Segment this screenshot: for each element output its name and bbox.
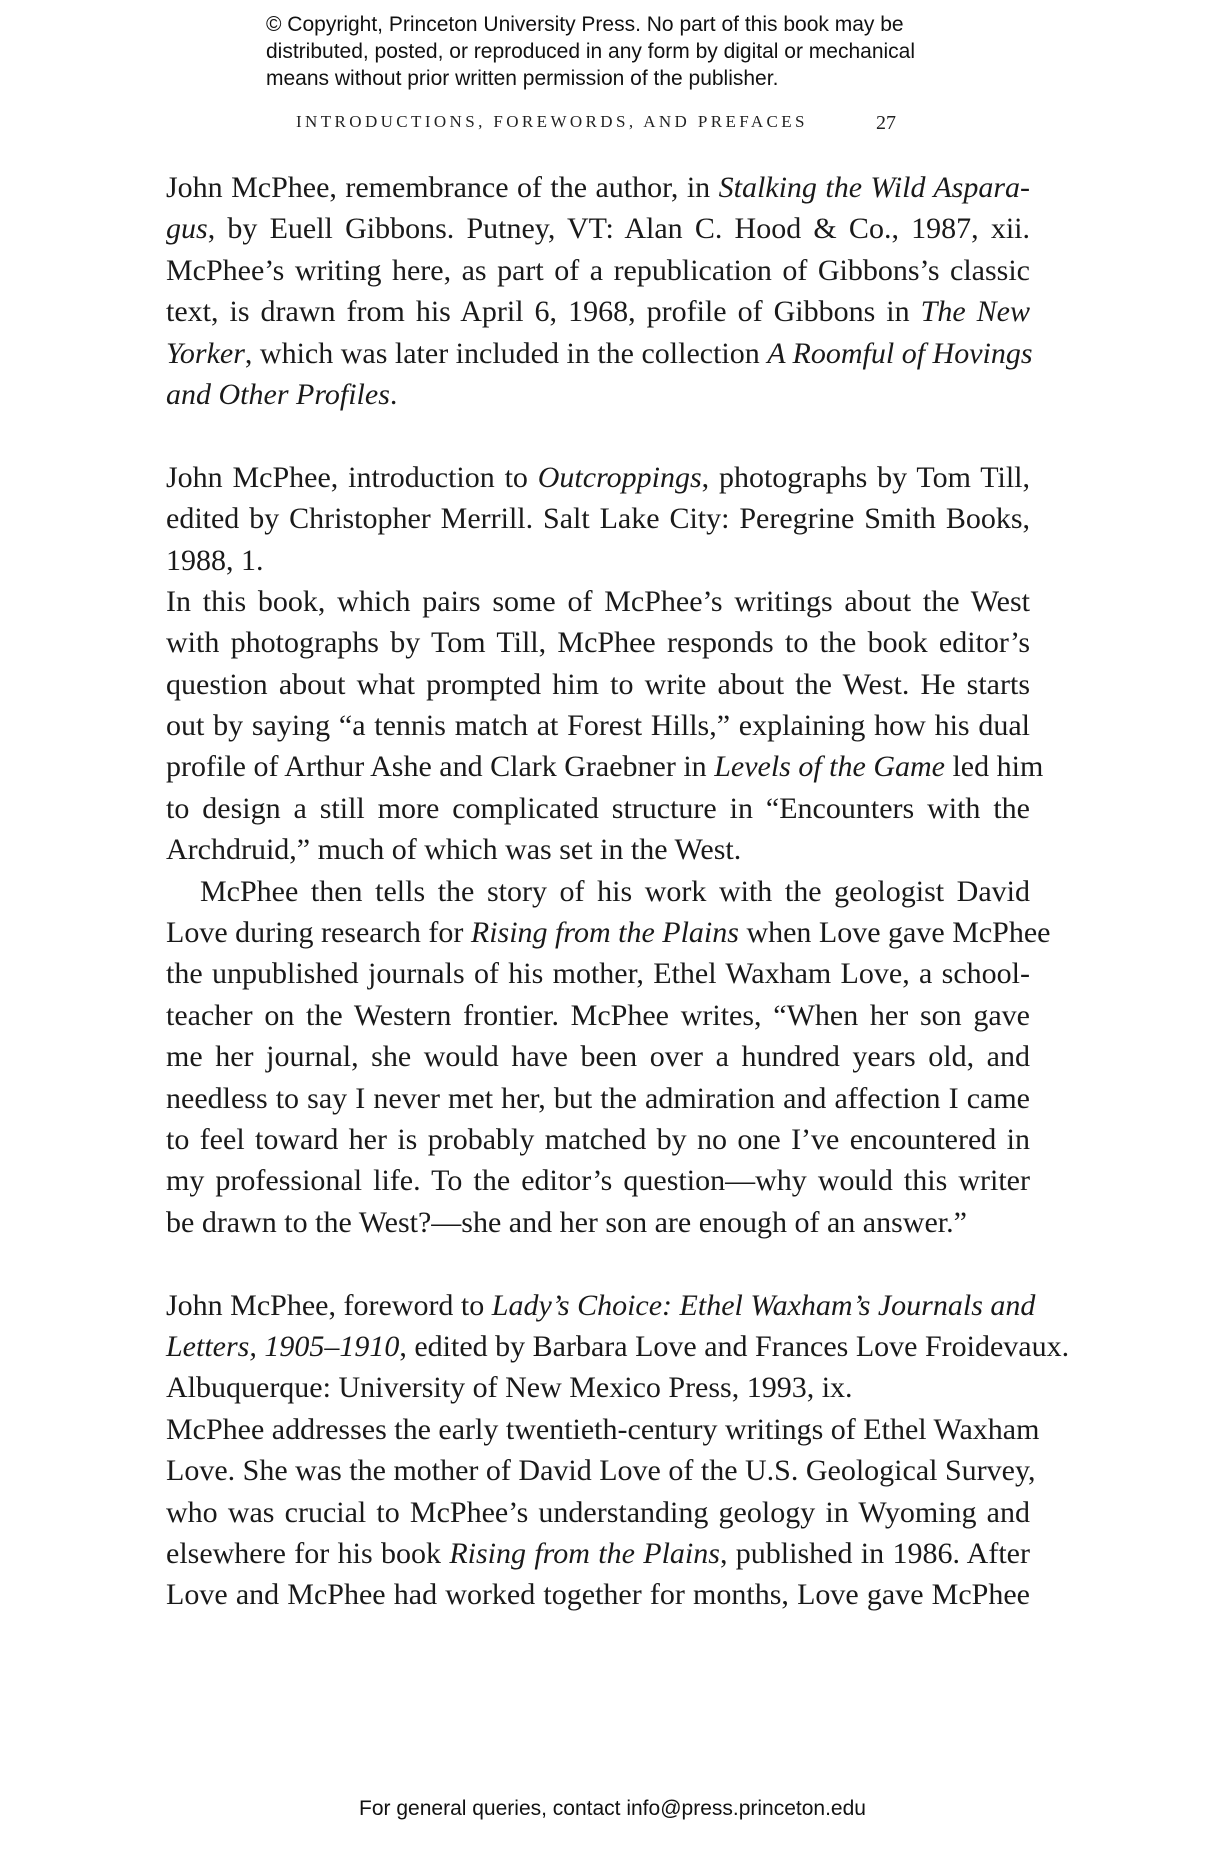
text-line: to design a still more complicated structure in “Encounters with the bbox=[166, 791, 1030, 825]
text-line: McPhee addresses the early twentieth-century writings of Ethel Waxham bbox=[166, 1412, 1040, 1446]
text-line: profile of Arthur Ashe and Clark Graebner in Levels of the Game led him bbox=[166, 750, 1044, 784]
text-line: out by saying “a tennis match at Forest Hills,” explaining how his dual bbox=[166, 709, 1030, 743]
text-line: with photographs by Tom Till, McPhee responds to the book editor’s bbox=[166, 626, 1030, 660]
text-line: Archdruid,” much of which was set in the West. bbox=[166, 833, 742, 867]
paragraph-gap bbox=[166, 415, 1030, 456]
text-line: gus, by Euell Gibbons. Putney, VT: Alan C. Hood & Co., 1987, xii. bbox=[166, 212, 1030, 246]
text-line: to feel toward her is probably matched by no one I’ve encountered in bbox=[166, 1122, 1030, 1156]
text-line: In this book, which pairs some of McPhee’s writings about the West bbox=[166, 584, 1030, 618]
body-text bbox=[166, 167, 1070, 1616]
text-line: be drawn to the West?—she and her son are enough of an answer.” bbox=[166, 1205, 967, 1239]
text-line: John McPhee, remembrance of the author, in Stalking the Wild Aspara- bbox=[166, 171, 1030, 204]
text-line: question about what prompted him to write about the West. He starts bbox=[166, 667, 1030, 701]
text-line: McPhee’s writing here, as part of a republication of Gibbons’s classic bbox=[166, 253, 1030, 287]
text-line: and Other Profiles. bbox=[166, 377, 398, 411]
copyright-line: means without prior written permission of the publisher. bbox=[266, 67, 779, 90]
text-line: Letters, 1905–1910, edited by Barbara Love and Frances Love Froidevaux. bbox=[166, 1329, 1070, 1363]
text-line: the unpublished journals of his mother, Ethel Waxham Love, a school- bbox=[166, 957, 1030, 991]
copyright-line: distributed, posted, or reproduced in any form by digital or mechanical bbox=[266, 40, 916, 63]
text-line: Albuquerque: University of New Mexico Press, 1993, ix. bbox=[166, 1371, 853, 1405]
text-line: John McPhee, introduction to Outcroppings, photographs by Tom Till, bbox=[166, 460, 1030, 494]
contact-footer: For general queries, contact info@press.princeton.edu bbox=[359, 1797, 866, 1820]
text-line: 1988, 1. bbox=[166, 543, 264, 577]
text-line: Love and McPhee had worked together for months, Love gave McPhee bbox=[166, 1578, 1030, 1612]
copyright-line: © Copyright, Princeton University Press. No part of this book may be bbox=[266, 13, 904, 36]
text-line: Love. She was the mother of David Love of the U.S. Geological Survey, bbox=[166, 1454, 1036, 1488]
copyright-notice bbox=[266, 11, 966, 92]
text-line: Love during research for Rising from the Plains when Love gave McPhee bbox=[166, 916, 1051, 950]
paragraph-gap bbox=[166, 1243, 1030, 1284]
bibliography-entry bbox=[166, 167, 1033, 415]
text-line: needless to say I never met her, but the admiration and affection I came bbox=[166, 1081, 1030, 1115]
text-line: teacher on the Western frontier. McPhee writes, “When her son gave bbox=[166, 998, 1030, 1032]
text-line: elsewhere for his book Rising from the Plains, published in 1986. After bbox=[166, 1536, 1030, 1570]
text-line: Yorker, which was later included in the collection A Roomful of Hovings bbox=[166, 336, 1033, 370]
running-head: INTRODUCTIONS, FOREWORDS, AND PREFACES bbox=[296, 112, 808, 131]
bibliography-entry bbox=[166, 457, 1051, 1243]
text-line: John McPhee, foreword to Lady’s Choice: Ethel Waxham’s Journals and bbox=[166, 1288, 1036, 1322]
bibliography-entry bbox=[166, 1285, 1070, 1616]
text-line: my professional life. To the editor’s question—why would this writer bbox=[166, 1164, 1030, 1198]
text-line: who was crucial to McPhee’s understanding geology in Wyoming and bbox=[166, 1495, 1030, 1529]
text-line: text, is drawn from his April 6, 1968, profile of Gibbons in The New bbox=[166, 295, 1030, 329]
text-line: edited by Christopher Merrill. Salt Lake City: Peregrine Smith Books, bbox=[166, 502, 1030, 536]
text-line: me her journal, she would have been over a hundred years old, and bbox=[166, 1040, 1030, 1074]
page-number: 27 bbox=[876, 112, 896, 134]
text-line: McPhee then tells the story of his work with the geologist David bbox=[200, 874, 1030, 908]
